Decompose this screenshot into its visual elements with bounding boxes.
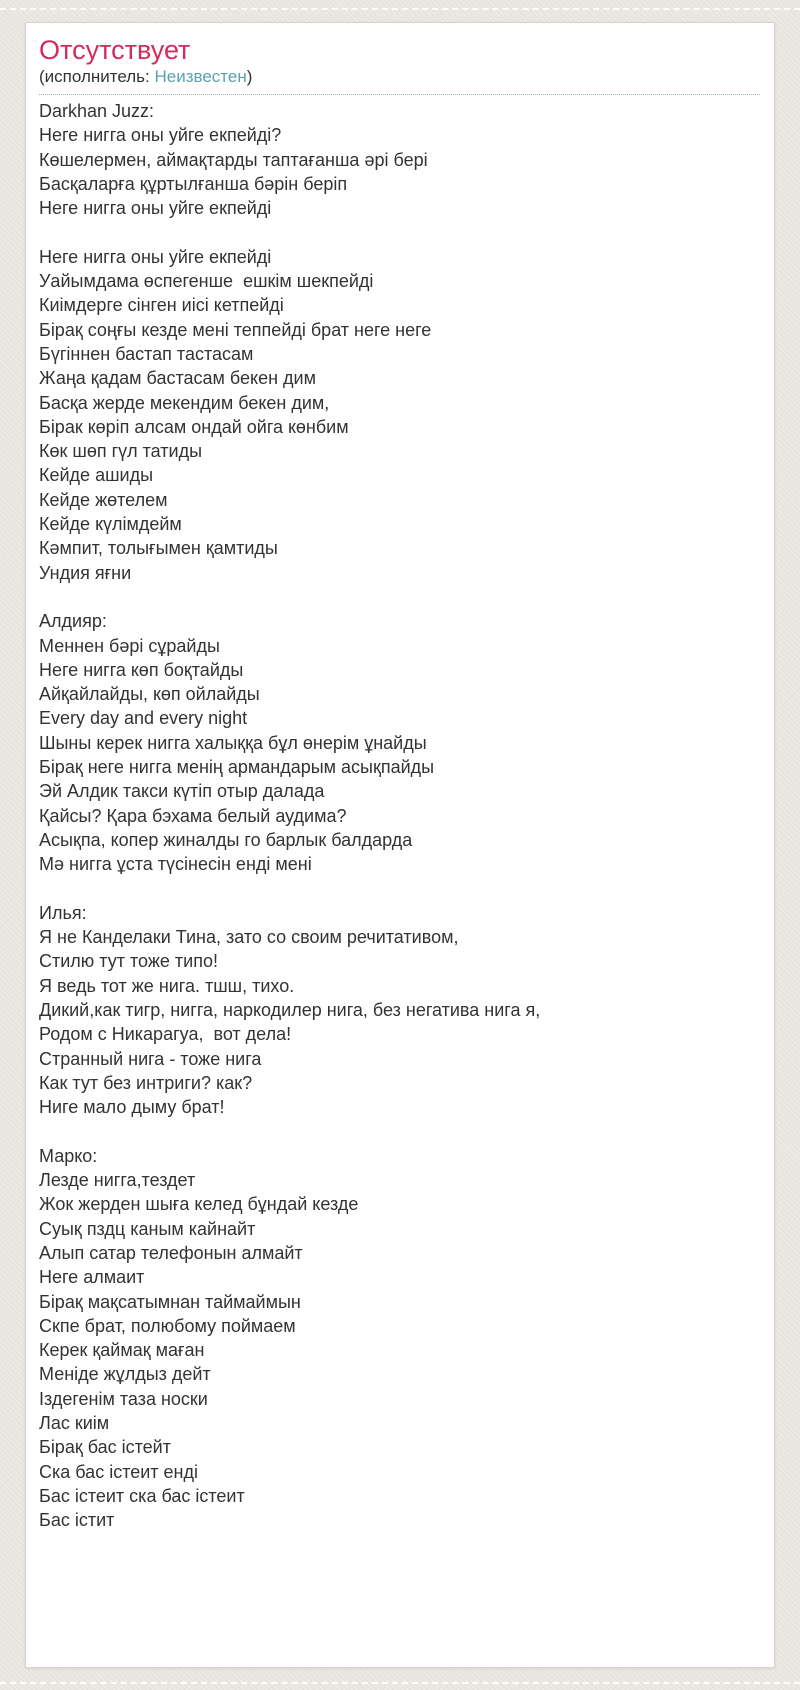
lyric-line: Родом с Никарагуа, вот дела!: [39, 1024, 292, 1045]
lyric-line: Я не Канделаки Тина, зато со своим речитативом,: [39, 927, 459, 948]
lyric-line: Жаңа қадам бастасам бекен дим: [39, 368, 316, 389]
lyrics-text: [39, 99, 760, 1533]
lyric-line: Илья:: [39, 902, 87, 923]
lyric-line: Бірақ соңғы кезде мені теппейді брат неге неге: [39, 319, 432, 340]
lyric-line: Шыны керек нигга халыққа бұл өнерім ұнайды: [39, 732, 427, 753]
lyrics-card-content: [26, 23, 774, 1667]
lyric-line: Киімдерге сінген иісі кетпейді: [39, 295, 284, 316]
lyric-line: Бірақ неге нигга менің армандарым асықпайды: [39, 757, 435, 778]
lyric-line: Алып сатар телефонын алмайт: [39, 1242, 303, 1263]
song-title: Отсутствует: [39, 35, 191, 65]
background-stitch-bottom: [0, 1682, 800, 1684]
lyric-line: [39, 220, 760, 244]
lyric-line: Я ведь тот же нига. тшш, тихо.: [39, 975, 295, 996]
lyric-line: Мә нигга ұста түсінесін енді мені: [39, 854, 312, 875]
lyric-line: Скпе брат, полюбому поймаем: [39, 1315, 296, 1336]
lyric-line: Кейде ашиды: [39, 465, 154, 486]
lyric-line: Кейде күлімдейм: [39, 514, 182, 535]
lyric-line: Ундия яғни: [39, 562, 132, 583]
lyric-line: Ска бас істеит енді: [39, 1461, 198, 1482]
lyric-line: Бірак көріп алсам ондай ойга көнбим: [39, 416, 349, 437]
lyric-line: Іздегенім таза носки: [39, 1388, 208, 1409]
lyric-line: [39, 585, 760, 609]
lyric-line: Лас киім: [39, 1413, 110, 1434]
lyric-line: Суық пздц каным кайнайт: [39, 1218, 256, 1239]
lyric-line: Бірақ мақсатымнан таймаймын: [39, 1291, 301, 1312]
lyric-line: Басқаларға құртылғанша бәрін беріп: [39, 173, 348, 194]
lyric-line: Неге нигга оны уйге екпейді?: [39, 125, 282, 146]
lyric-line: Лезде нигга,тездет: [39, 1170, 196, 1191]
lyric-line: [39, 877, 760, 901]
lyric-line: Марко:: [39, 1145, 98, 1166]
lyric-line: Айқайлайды, көп ойлайды: [39, 684, 260, 705]
lyric-line: Дикий,как тигр, нигга, наркодилер нига, без негатива нига я,: [39, 999, 541, 1020]
lyric-line: Кәмпит, толығымен қамтиды: [39, 538, 278, 559]
lyric-line: Басқа жерде мекендим бекен дим,: [39, 392, 330, 413]
lyric-line: Керек қаймақ маған: [39, 1340, 205, 1361]
lyric-line: Алдияр:: [39, 611, 107, 632]
artist-line: [39, 67, 760, 87]
lyric-line: Darkhan Juzz:: [39, 101, 155, 121]
lyric-line: Неге алмаит: [39, 1267, 145, 1288]
lyric-line: Бас істит: [39, 1510, 115, 1531]
lyric-line: Қайсы? Қара бэхама белый аудима?: [39, 805, 347, 826]
artist-link[interactable]: Неизвестен: [154, 67, 247, 86]
lyric-line: Меніде жұлдыз дейт: [39, 1364, 211, 1385]
artist-label-prefix: (исполнитель:: [39, 67, 155, 86]
lyric-line: Меннен бәрі сұрайды: [39, 635, 220, 656]
lyric-line: Бас істеит ска бас істеит: [39, 1485, 245, 1506]
lyric-line: Көшелермен, аймақтарды таптағанша әрі бері: [39, 149, 428, 170]
lyric-line: Эй Алдик такси күтіп отыр далада: [39, 781, 325, 802]
lyric-line: Неге нигга оны уйге екпейді: [39, 246, 272, 267]
lyric-line: Асықпа, копер жиналды го барлык балдарда: [39, 829, 413, 850]
lyric-line: Неге нигга оны уйге екпейді: [39, 198, 272, 219]
lyric-line: Көк шөп гүл татиды: [39, 441, 203, 462]
lyric-line: Бүгіннен бастап тастасам: [39, 343, 254, 364]
lyric-line: Жок жерден шыға келед бұндай кезде: [39, 1194, 359, 1215]
background-stitch-top: [0, 8, 800, 10]
lyric-line: Неге нигга көп боқтайды: [39, 659, 244, 680]
lyric-line: Уайымдама өспегенше ешкім шекпейді: [39, 271, 374, 292]
lyric-line: Странный нига - тоже нига: [39, 1048, 262, 1069]
song-header: [39, 35, 760, 95]
lyric-line: Every day and every night: [39, 708, 248, 729]
lyric-line: Ниге мало дыму брат!: [39, 1097, 225, 1118]
lyric-line: Бірақ бас істейт: [39, 1437, 171, 1458]
lyric-line: Как тут без интриги? как?: [39, 1072, 253, 1093]
artist-label-suffix: ): [246, 67, 253, 86]
lyric-line: Кейде жөтелем: [39, 489, 168, 510]
lyric-line: [39, 1119, 760, 1143]
lyrics-card: [25, 22, 775, 1668]
lyric-line: Стилю тут тоже типо!: [39, 951, 218, 972]
